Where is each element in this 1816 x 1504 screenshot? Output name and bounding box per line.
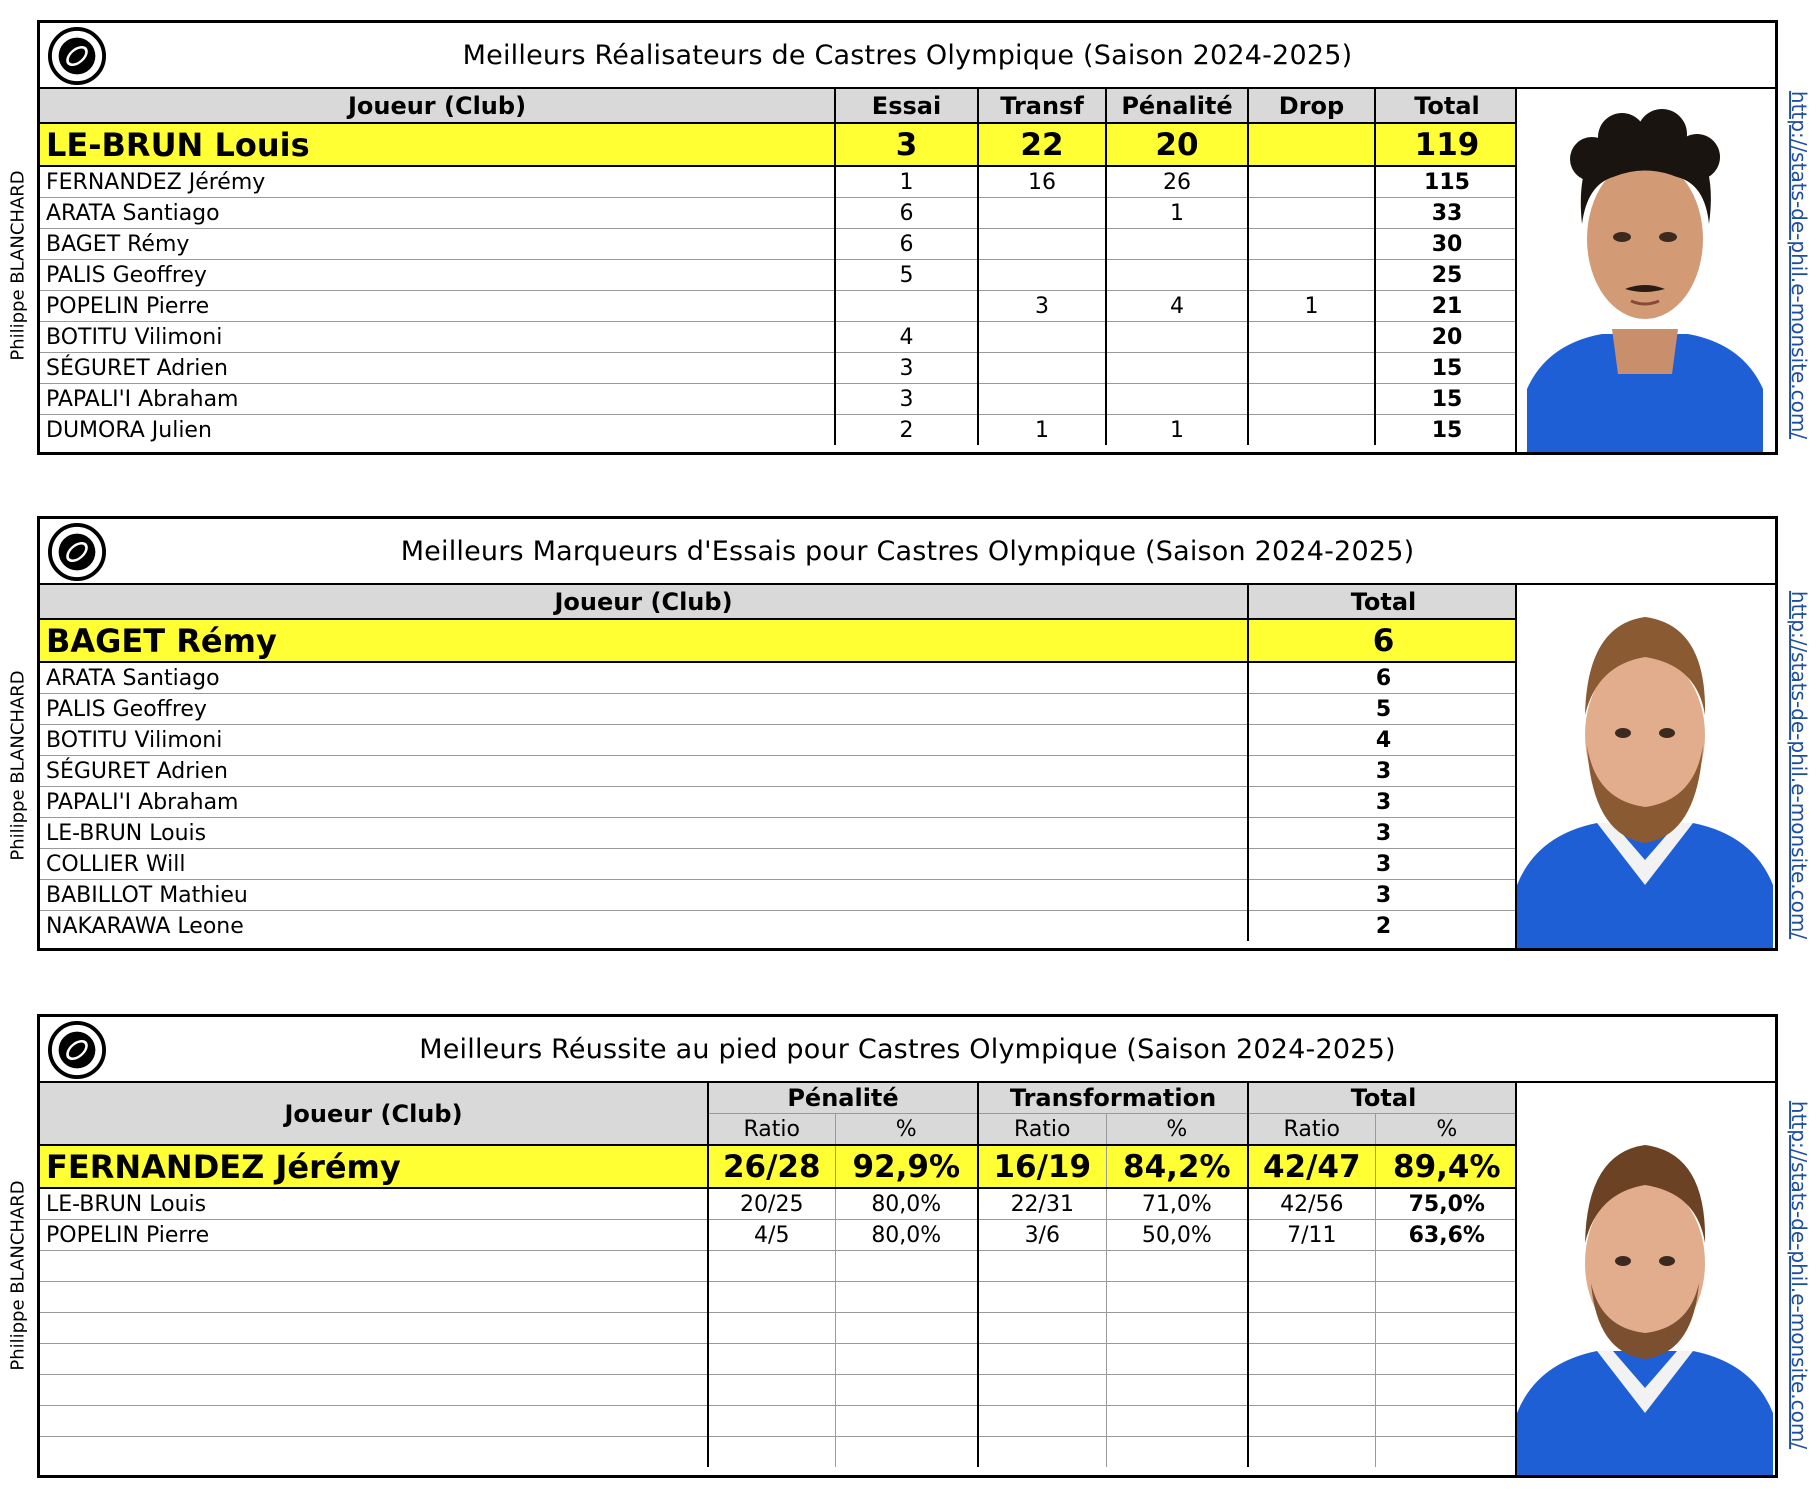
cell-pen-ratio [708,1437,835,1468]
cell-total: 115 [1375,166,1518,198]
cell-pen-pct: 80,0% [835,1220,978,1251]
cell-tr-pct [1106,1375,1248,1406]
cell-essai: 4 [835,322,978,353]
table-row [40,849,1518,880]
cell-total: 20 [1375,322,1518,353]
player-name [40,1282,708,1313]
cell-penalite [1106,260,1248,291]
player-name: BAGET Rémy [40,619,1248,662]
cell-total: 30 [1375,229,1518,260]
cell-pen-ratio: 26/28 [708,1145,835,1188]
player-name: ARATA Santiago [40,198,835,229]
cell-essai [835,291,978,322]
cell-pen-ratio: 20/25 [708,1188,835,1220]
player-name: ARATA Santiago [40,662,1248,694]
cell-tr-ratio [978,1282,1106,1313]
cell-tr-ratio: 22/31 [978,1188,1106,1220]
cell-total: 2 [1248,911,1518,942]
cell-pen-pct: 80,0% [835,1188,978,1220]
player-name: POPELIN Pierre [40,1220,708,1251]
table-row [40,694,1518,725]
cell-tot-pct [1375,1344,1518,1375]
cell-essai: 5 [835,260,978,291]
col-header-drop: Drop [1248,89,1375,123]
player-name: PAPALI'I Abraham [40,787,1248,818]
cell-total: 3 [1248,756,1518,787]
table-row [40,880,1518,911]
cell-tr-pct: 71,0% [1106,1188,1248,1220]
player-name: SÉGURET Adrien [40,756,1248,787]
player-name [40,1344,708,1375]
cell-tr-pct [1106,1344,1248,1375]
cell-tr-pct [1106,1313,1248,1344]
group-header-transformation: Transformation [978,1083,1248,1114]
cell-total: 3 [1248,787,1518,818]
cell-essai: 3 [835,384,978,415]
cell-transf: 22 [978,123,1106,166]
player-name: PALIS Geoffrey [40,260,835,291]
sub-header-ratio: Ratio [1248,1114,1375,1146]
player-name: FERNANDEZ Jérémy [40,1145,708,1188]
site-link-2[interactable]: http://stats-de-phil.e-monsite.com/ [1787,590,1811,940]
player-name: LE-BRUN Louis [40,123,835,166]
col-header-penalite: Pénalité [1106,89,1248,123]
player-name: BOTITU Vilimoni [40,322,835,353]
empty-row [40,1313,1518,1344]
cell-transf: 1 [978,415,1106,446]
author-label-1: Philippe BLANCHARD [7,169,29,361]
table-row [40,384,1518,415]
tries-table [40,585,1518,941]
empty-row [40,1437,1518,1468]
empty-row [40,1375,1518,1406]
scorers-panel [37,20,1778,455]
cell-total: 6 [1248,662,1518,694]
kicking-title-bar [40,1017,1775,1083]
cell-essai: 1 [835,166,978,198]
cell-drop: 1 [1248,291,1375,322]
cell-pen-ratio [708,1406,835,1437]
cell-tr-ratio: 3/6 [978,1220,1106,1251]
cell-total: 3 [1248,880,1518,911]
col-header-essai: Essai [835,89,978,123]
player-name [40,1251,708,1282]
cell-pen-pct [835,1251,978,1282]
cell-pen-pct [835,1406,978,1437]
cell-tr-ratio [978,1251,1106,1282]
cell-tot-pct: 63,6% [1375,1220,1518,1251]
cell-total: 25 [1375,260,1518,291]
cell-transf: 3 [978,291,1106,322]
cell-pen-ratio [708,1344,835,1375]
cell-total: 33 [1375,198,1518,229]
cell-tr-pct: 84,2% [1106,1145,1248,1188]
cell-tr-ratio: 16/19 [978,1145,1106,1188]
cell-drop [1248,415,1375,446]
cell-tr-ratio [978,1437,1106,1468]
kicking-panel [37,1014,1778,1478]
col-header-total: Total [1248,585,1518,619]
table-row [40,260,1518,291]
table-row [40,166,1518,198]
cell-essai: 6 [835,198,978,229]
col-header-player: Joueur (Club) [40,1083,708,1145]
tries-title: Meilleurs Marqueurs d'Essais pour Castres Olympique (Saison 2024-2025) [400,535,1415,567]
cell-tot-ratio: 42/47 [1248,1145,1375,1188]
cell-tot-ratio: 7/11 [1248,1220,1375,1251]
cell-tot-pct [1375,1437,1518,1468]
cell-tot-ratio [1248,1375,1375,1406]
cell-total: 4 [1248,725,1518,756]
site-link-1[interactable]: http://stats-de-phil.e-monsite.com/ [1787,90,1811,440]
player-name: PALIS Geoffrey [40,694,1248,725]
empty-row [40,1282,1518,1313]
cell-pen-pct [835,1375,978,1406]
col-header-transf: Transf [978,89,1106,123]
cell-total: 119 [1375,123,1518,166]
cell-penalite: 26 [1106,166,1248,198]
cell-penalite: 20 [1106,123,1248,166]
group-header-penalite: Pénalité [708,1083,978,1114]
cell-pen-ratio [708,1375,835,1406]
tries-title-bar [40,519,1775,585]
cell-drop [1248,322,1375,353]
cell-total: 3 [1248,818,1518,849]
sub-header-pct: % [835,1114,978,1146]
cell-pen-pct [835,1282,978,1313]
cell-tr-pct [1106,1251,1248,1282]
cell-tot-ratio [1248,1344,1375,1375]
empty-row [40,1406,1518,1437]
sub-header-ratio: Ratio [708,1114,835,1146]
cell-essai: 6 [835,229,978,260]
cell-essai: 3 [835,353,978,384]
cell-tr-pct: 50,0% [1106,1220,1248,1251]
table-row [40,123,1518,166]
cell-tot-pct [1375,1375,1518,1406]
table-row [40,619,1518,662]
player-name: NAKARAWA Leone [46,913,244,939]
cell-pen-ratio [708,1313,835,1344]
table-row [40,198,1518,229]
cell-tot-pct [1375,1282,1518,1313]
cell-pen-ratio: 4/5 [708,1220,835,1251]
table-row [40,787,1518,818]
table-row [40,1188,1518,1220]
cell-tr-ratio [978,1313,1106,1344]
cell-tot-pct [1375,1251,1518,1282]
player-photo-fernandez [1515,1083,1775,1475]
cell-transf [978,229,1106,260]
author-label-3: Philippe BLANCHARD [7,1179,29,1371]
scorers-title-bar [40,23,1775,89]
cell-transf [978,322,1106,353]
table-row [40,322,1518,353]
table-row [40,291,1518,322]
player-name [40,1375,708,1406]
cell-tot-pct: 89,4% [1375,1145,1518,1188]
sub-header-ratio: Ratio [978,1114,1106,1146]
player-name: FERNANDEZ Jérémy [40,166,835,198]
table-row [40,1145,1518,1188]
cell-penalite [1106,353,1248,384]
cell-tot-pct [1375,1406,1518,1437]
cell-drop [1248,229,1375,260]
cell-drop [1248,123,1375,166]
player-name [40,1406,708,1437]
cell-tot-ratio [1248,1406,1375,1437]
cell-tr-pct [1106,1437,1248,1468]
player-name: LE-BRUN Louis [40,818,1248,849]
cell-total: 21 [1375,291,1518,322]
cell-penalite: 4 [1106,291,1248,322]
col-header-player: Joueur (Club) [40,89,835,123]
cell-total: 6 [1248,619,1518,662]
cell-pen-pct [835,1437,978,1468]
cell-penalite [1106,322,1248,353]
cell-penalite: 1 [1106,198,1248,229]
scorers-table [40,89,1518,445]
cell-pen-pct [835,1313,978,1344]
cell-drop [1248,353,1375,384]
player-name: BAGET Rémy [40,229,835,260]
player-name: POPELIN Pierre [40,291,835,322]
cell-total: 15 [1375,415,1518,446]
table-row [40,662,1518,694]
player-name: LE-BRUN Louis [40,1188,708,1220]
cell-pen-pct [835,1344,978,1375]
kicking-table [40,1083,1518,1467]
cell-total: 15 [1375,353,1518,384]
cell-tr-ratio [978,1375,1106,1406]
player-name: SÉGURET Adrien [40,353,835,384]
col-header-total: Total [1375,89,1518,123]
cell-essai: 3 [835,123,978,166]
site-link-3[interactable]: http://stats-de-phil.e-monsite.com/ [1787,1100,1811,1450]
empty-row [40,1344,1518,1375]
player-name: COLLIER Will [40,849,1248,880]
cell-tr-ratio [978,1344,1106,1375]
table-row [40,818,1518,849]
player-name: BOTITU Vilimoni [40,725,1248,756]
table-row [40,725,1518,756]
author-label-2: Philippe BLANCHARD [7,669,29,861]
cell-pen-ratio [708,1282,835,1313]
cell-penalite [1106,384,1248,415]
table-row [40,756,1518,787]
cell-penalite [1106,229,1248,260]
cell-total: 15 [1375,384,1518,415]
cell-drop [1248,198,1375,229]
tries-panel [37,516,1778,951]
cell-drop [1248,260,1375,291]
cell-total: 3 [1248,849,1518,880]
cell-pen-ratio [708,1251,835,1282]
cell-tot-ratio [1248,1251,1375,1282]
cell-transf [978,353,1106,384]
player-name: PAPALI'I Abraham [40,384,835,415]
group-header-total: Total [1248,1083,1518,1114]
cell-drop [1248,384,1375,415]
empty-row [40,1251,1518,1282]
cell-tot-ratio: 42/56 [1248,1188,1375,1220]
player-name: BABILLOT Mathieu [40,880,1248,911]
player-photo-lebrun [1515,89,1775,452]
sub-header-pct: % [1375,1114,1518,1146]
cell-tot-pct [1375,1313,1518,1344]
player-name [40,1313,708,1344]
cell-tr-pct [1106,1406,1248,1437]
cell-pen-pct: 92,9% [835,1145,978,1188]
table-row [40,911,1518,942]
cell-penalite: 1 [1106,415,1248,446]
table-row [40,1220,1518,1251]
cell-tot-ratio [1248,1282,1375,1313]
cell-transf: 16 [978,166,1106,198]
cell-total: 5 [1248,694,1518,725]
cell-tot-ratio [1248,1437,1375,1468]
table-row [40,415,1518,446]
kicking-title: Meilleurs Réussite au pied pour Castres Olympique (Saison 2024-2025) [419,1033,1396,1065]
scorers-title: Meilleurs Réalisateurs de Castres Olympique (Saison 2024-2025) [462,39,1353,71]
sub-header-pct: % [1106,1114,1248,1146]
cell-tot-ratio [1248,1313,1375,1344]
cell-drop [1248,166,1375,198]
player-photo-baget [1515,585,1775,948]
cell-transf [978,198,1106,229]
cell-tot-pct: 75,0% [1375,1188,1518,1220]
player-name [40,1437,708,1468]
cell-essai: 2 [835,415,978,446]
cell-tr-ratio [978,1406,1106,1437]
cell-transf [978,260,1106,291]
col-header-player: Joueur (Club) [40,585,1248,619]
table-row [40,353,1518,384]
table-row [40,229,1518,260]
cell-transf [978,384,1106,415]
player-name: DUMORA Julien [46,417,212,443]
cell-tr-pct [1106,1282,1248,1313]
